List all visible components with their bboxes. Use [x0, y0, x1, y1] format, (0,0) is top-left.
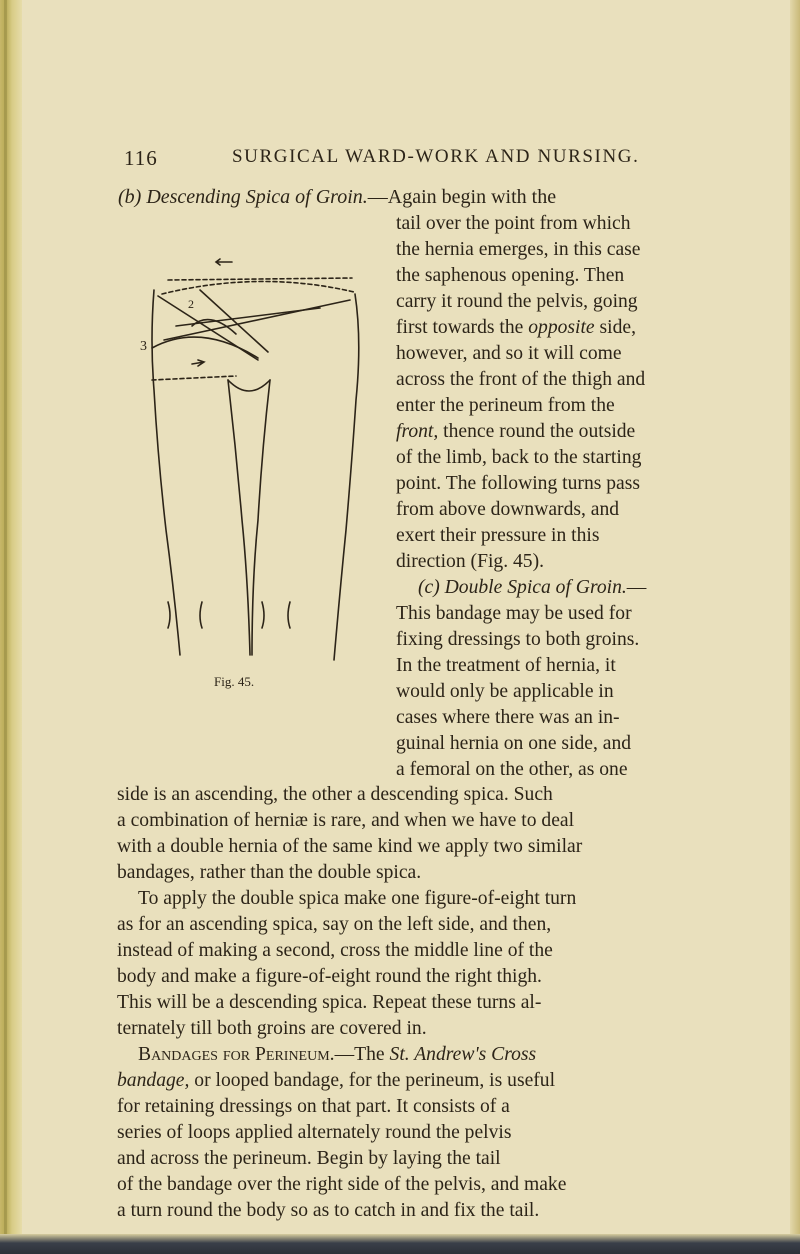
figure-caption: Fig. 45. [214, 674, 255, 689]
col-line [396, 419, 635, 445]
col-line: enter the perineum from the [396, 395, 615, 416]
page-binding-edge [0, 0, 22, 1254]
col-line: the saphenous opening. Then [396, 265, 625, 286]
body-line: bandages, rather than the double spica. [117, 862, 422, 883]
section-c-dash: — [626, 577, 647, 598]
page-bottom-edge [0, 1234, 800, 1254]
page-number: 116 [124, 146, 158, 170]
body-line [117, 1068, 555, 1094]
col-line-text: first towards the [396, 317, 529, 338]
fig-number-3: 3 [140, 339, 147, 354]
fig-number-2: 2 [188, 297, 194, 311]
body-line: of the bandage over the right side of the pelvis, and make [117, 1174, 567, 1195]
section-b-heading-rest: —Again begin with the [367, 186, 557, 208]
body-line: body and make a figure-of-eight round the right thigh. [117, 966, 542, 987]
fig-45-bandage-diagram [140, 230, 370, 670]
perineum-heading-line [138, 1042, 536, 1068]
fig-knee-left-a [168, 602, 170, 628]
fig-turn-5 [152, 337, 258, 358]
body-line: with a double hernia of the same kind we apply two similar [117, 836, 583, 857]
fig-knee-right-b [288, 602, 290, 628]
body-line: and across the perineum. Begin by laying the tail [117, 1148, 501, 1169]
section-b-marker: (b) [118, 186, 142, 208]
perineum-heading: Bandages for Perineum. [138, 1044, 335, 1065]
body-line: instead of making a second, cross the middle line of the [117, 940, 553, 961]
section-c-title: (c) Double Spica of Groin. [418, 577, 627, 598]
col-line: fixing dressings to both groins. [396, 629, 640, 650]
col-line: guinal hernia on one side, and [396, 733, 632, 754]
body-line: a combination of herniæ is rare, and when we have to deal [117, 810, 575, 831]
perineum-dash: —The [334, 1044, 390, 1065]
col-line: however, and so it will come [396, 343, 622, 364]
fig-dotted-turn-top [168, 278, 352, 280]
col-line: across the front of the thigh and [396, 369, 646, 390]
col-line: the hernia emerges, in this case [396, 239, 641, 260]
body-line: as for an ascending spica, say on the left side, and then, [117, 914, 552, 935]
fig-crotch [228, 380, 270, 391]
front-italic: front, [396, 421, 439, 442]
opposite-italic: opposite [528, 317, 595, 338]
body-line: series of loops applied alternately round the pelvis [117, 1122, 512, 1143]
bandage-italic: bandage, [117, 1070, 190, 1091]
col-line-tail: side, [594, 317, 636, 338]
col-line: In the treatment of hernia, it [396, 655, 616, 676]
st-andrews-cross: St. Andrew's Cross [389, 1044, 537, 1065]
running-title: SURGICAL WARD-WORK AND NURSING. [232, 146, 640, 167]
fig-arrow-top [216, 259, 232, 265]
fig-knee-left-b [200, 602, 202, 628]
col-line: direction (Fig. 45). [396, 551, 545, 572]
section-c-heading [418, 575, 646, 601]
col-line [396, 315, 636, 341]
fig-knee-right-a [262, 602, 264, 628]
body-line: side is an ascending, the other a descending spica. Such [117, 784, 553, 805]
col-line: a femoral on the other, as one [396, 759, 628, 780]
fig-dotted-turn-bottom [152, 376, 236, 380]
fig-turn-3 [176, 308, 320, 326]
col-line: point. The following turns pass [396, 473, 641, 494]
col-line: would only be applicable in [396, 681, 614, 702]
fig-dotted-turn-top2 [162, 281, 354, 294]
body-line-tail: or looped bandage, for the perineum, is useful [189, 1070, 556, 1091]
fig-inner-right [252, 380, 270, 655]
col-line: tail over the point from which [396, 213, 631, 234]
body-line: ternately till both groins are covered in. [117, 1018, 427, 1039]
body-line: This will be a descending spica. Repeat these turns al- [117, 992, 542, 1013]
body-line: for retaining dressings on that part. It consists of a [117, 1096, 510, 1117]
col-line: exert their pressure in this [396, 525, 600, 546]
col-line: This bandage may be used for [396, 603, 632, 624]
fig-right-outline [334, 294, 359, 660]
page-right-edge [790, 0, 800, 1254]
fig-left-outline [152, 290, 180, 655]
col-line: carry it round the pelvis, going [396, 291, 638, 312]
col-line-tail: thence round the outside [438, 421, 636, 442]
section-b-title: Descending Spica of Groin. [146, 186, 368, 208]
body-line: To apply the double spica make one figure-of-eight turn [138, 888, 577, 909]
body-line: a turn round the body so as to catch in and fix the tail. [117, 1200, 540, 1221]
col-line: of the limb, back to the starting [396, 447, 642, 468]
section-b-heading [118, 186, 556, 209]
fig-arrow-mid [192, 360, 204, 366]
col-line: cases where there was an in- [396, 707, 620, 728]
fig-inner-left [228, 380, 250, 655]
col-line: from above downwards, and [396, 499, 620, 520]
